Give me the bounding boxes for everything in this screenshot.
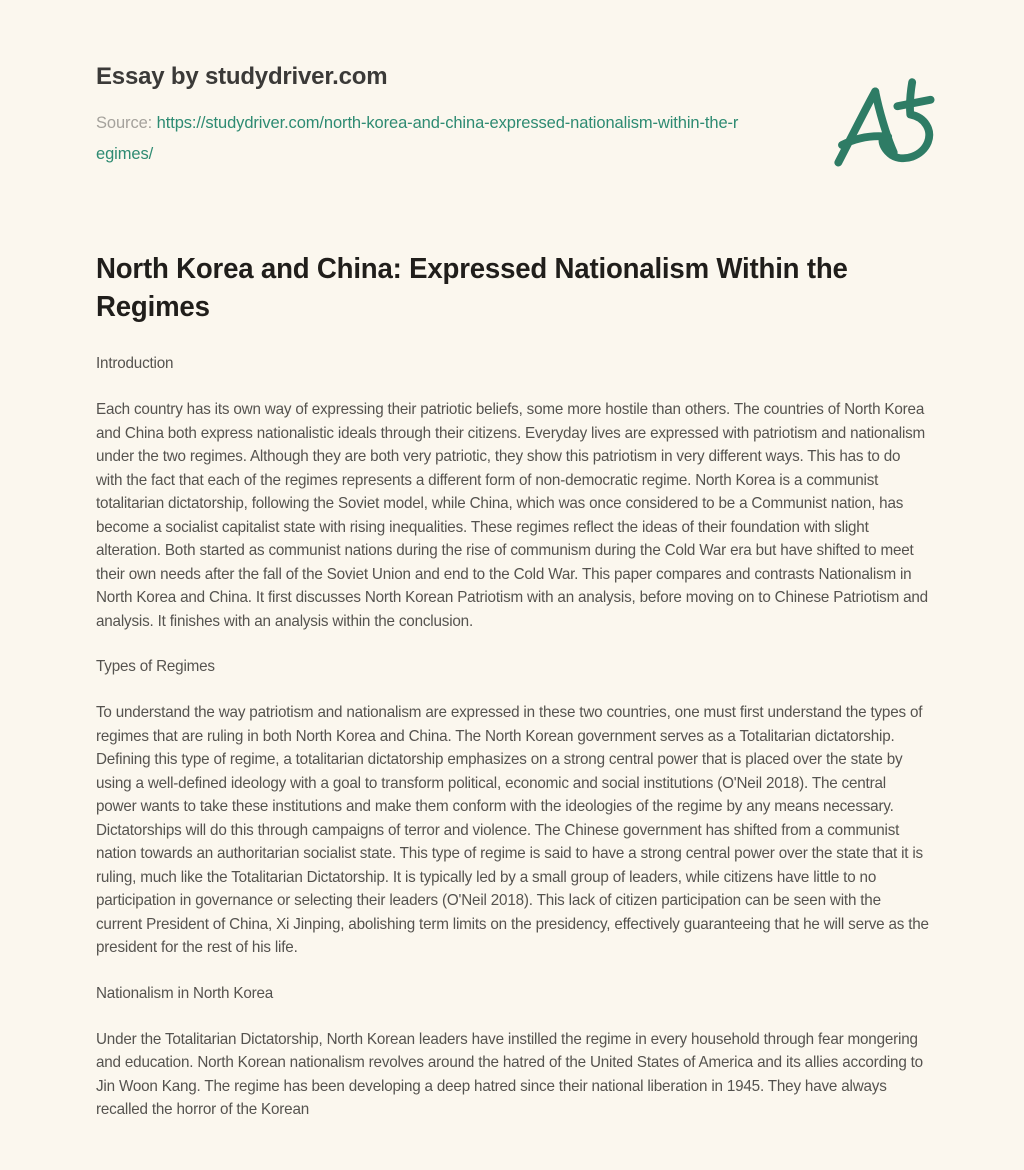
section-heading: Nationalism in North Korea [96, 984, 274, 1002]
page-title: Essay by studydriver.com [96, 63, 388, 90]
section-paragraph: Under the Totalitarian Dictatorship, North Korean leaders have instilled the regime in every household through fear mongering and education. North Korean nationalism revolves around the hatred of the United States of America and its allies according to Jin Woon Kang. The regime has been developing a deep hatred since their national liberation in 1945. They have always recalled the horror of the Korean [96, 1030, 923, 1118]
a-plus-logo-icon [818, 66, 938, 176]
source-url-link[interactable]: https://studydriver.com/north-korea-and-china-expressed-nationalism-within-the-regimes/ [96, 114, 739, 163]
source-label: Source: [96, 114, 153, 132]
section-heading: Introduction [96, 355, 174, 372]
section-paragraph: Each country has its own way of expressing their patriotic beliefs, some more hostile than others. The countries of North Korea and China both express nationalistic ideals through their citizens. Everyday lives are expressed with patriotism and nationalism under the two regimes. Although they are both very patriotic, they show this patriotism in very different ways. This has to do with the fact that each of the regimes represents a different form of non-democratic regime. North Korea is a communist totalitarian dictatorship, following the Soviet model, while China, which was once considered to be a Communist nation, has become a socialist capitalist state with rising inequalities. These regimes reflect the ideas of their foundation with slight alteration. Both started as communist nations during the rise of communism during the Cold War era but have shifted to meet their own needs after the fall of the Soviet Union and end to the Cold War. This paper compares and contrasts Nationalism in North Korea and China. It first discusses North Korean Patriotism with an analysis, before moving on to Chinese Patriotism and analysis. It finishes with an analysis within the conclusion. [96, 401, 928, 630]
section-introduction [96, 352, 930, 633]
section-heading: Types of Regimes [96, 658, 215, 675]
source-line [96, 108, 744, 170]
document-body [96, 250, 930, 1122]
studydriver-logo [818, 66, 938, 176]
section-types-of-regimes [96, 655, 930, 960]
section-paragraph: To understand the way patriotism and nationalism are expressed in these two countries, one must first understand the types of regimes that are ruling in both North Korea and China. The North Korean government serves as a Totalitarian dictatorship. Defining this type of regime, a totalitarian dictatorship emphasizes on a strong central power that is placed over the state by using a well-defined ideology with a goal to transform political, economic and social institutions (O'Neil 2018). The central power wants to take these institutions and make them conform with the ideologies of the regime by any means necessary. Dictatorships will do this through campaigns of terror and violence. The Chinese government has shifted from a communist nation towards an authoritarian socialist state. This type of regime is said to have a strong central power over the state that it is ruling, much like the Totalitarian Dictatorship. It is typically led by a small group of leaders, while citizens have little to no participation in governance or selecting their leaders (O'Neil 2018). This lack of citizen participation can be seen with the current President of China, Xi Jinping, abolishing term limits on the presidency, effectively guaranteeing that he will serve as the president for the rest of his life. [96, 704, 929, 956]
document-title: North Korea and China: Expressed Nationalism Within the Regimes [96, 253, 848, 323]
section-nationalism-north-korea [96, 982, 930, 1122]
